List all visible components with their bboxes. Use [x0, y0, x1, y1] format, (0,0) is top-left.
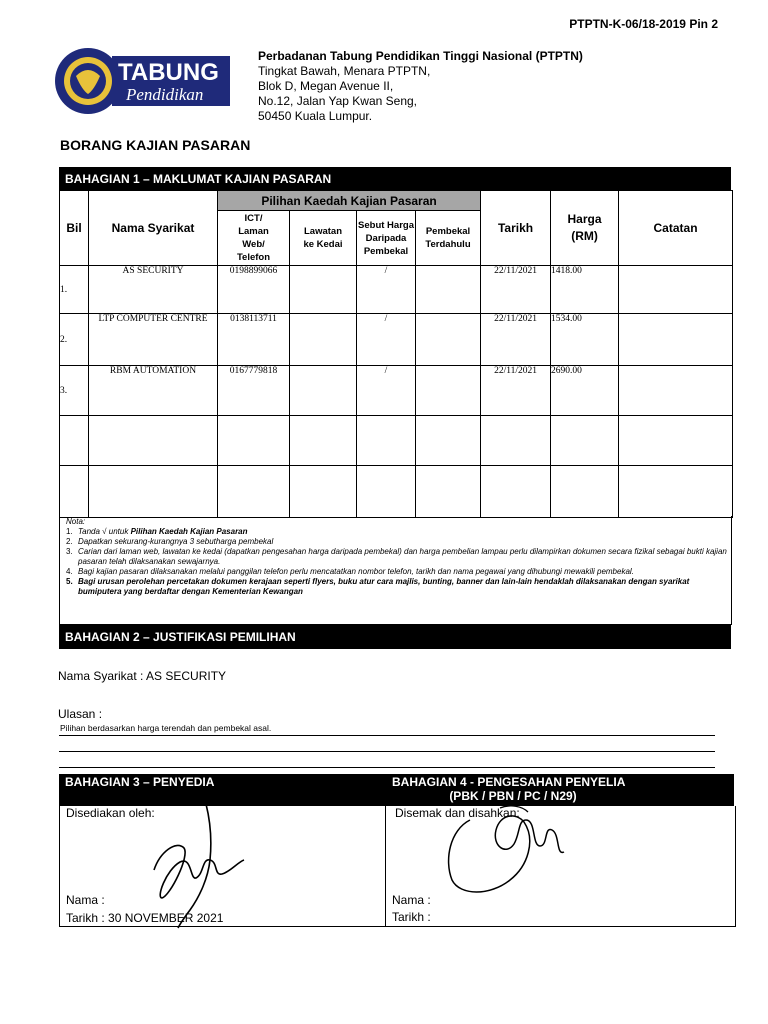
note-item: 5. Bagi urusan perolehan percetakan dokumen kerajaan seperti flyers, buku atur cara majlis, bunting, banner dan lain-lain hendaklah dilaksanakan dengan syarikat bumiputera yang berdaftar dengan Kementerian Kewangan [66, 577, 690, 596]
table-row-empty [60, 466, 733, 518]
row-harga: 1418.00 [551, 266, 619, 314]
preparer-signature [140, 800, 260, 930]
table-row [60, 366, 733, 416]
row-bil: 3. [60, 366, 89, 416]
col-bil-header: Bil [60, 191, 89, 266]
notes-title: Nota: [66, 517, 86, 526]
row-tarikh: 22/11/2021 [481, 314, 551, 366]
section4-header: BAHAGIAN 4 - PENGESAHAN PENYELIA (PBK / PBN / PC / N29) [386, 774, 734, 806]
row-catatan [619, 314, 733, 366]
col-catatan-header: Catatan [619, 191, 733, 266]
row-nama: LTP COMPUTER CENTRE [89, 314, 218, 366]
row-lawatan [290, 366, 357, 416]
address-line: No.12, Jalan Yap Kwan Seng, [258, 94, 417, 108]
row-lawatan [290, 314, 357, 366]
row-ict: 0198899066 [218, 266, 290, 314]
address-line: Tingkat Bawah, Menara PTPTN, [258, 64, 431, 78]
address-line: 50450 Kuala Lumpur. [258, 109, 373, 123]
ulasan-line [59, 767, 715, 768]
row-bil: 2. [60, 314, 89, 366]
note-item: 1. Tanda √ untuk Pilihan Kaedah Kajian Pasaran [66, 527, 248, 536]
row-lawatan [290, 266, 357, 314]
section1-header: BAHAGIAN 1 – MAKLUMAT KAJIAN PASARAN [59, 167, 731, 190]
row-tarikh: 22/11/2021 [481, 266, 551, 314]
method-group-header: Pilihan Kaedah Kajian Pasaran [218, 191, 481, 211]
row-nama: RBM AUTOMATION [89, 366, 218, 416]
row-sebut: / [357, 266, 416, 314]
address-line: Blok D, Megan Avenue II, [258, 79, 394, 93]
row-bil: 1. [60, 266, 89, 314]
col-harga-header: Harga (RM) [551, 191, 619, 266]
form-title: BORANG KAJIAN PASARAN [60, 137, 251, 153]
ulasan-text: Pilihan berdasarkan harga terendah dan pembekal asal. [60, 723, 272, 733]
section3-header: BAHAGIAN 3 – PENYEDIA [59, 774, 386, 806]
row-pembekal [416, 314, 481, 366]
svg-text:Pendidikan: Pendidikan [126, 85, 204, 104]
row-sebut: / [357, 366, 416, 416]
notes-box [59, 516, 732, 625]
col-sebut-header: Sebut Harga Daripada Pembekal [357, 211, 416, 266]
ptptn-logo [54, 46, 230, 116]
col-ict-header: ICT/ Laman Web/ Telefon [218, 211, 290, 266]
table-row [60, 314, 733, 366]
selected-company: Nama Syarikat : AS SECURITY [58, 669, 227, 683]
row-pembekal [416, 366, 481, 416]
row-pembekal [416, 266, 481, 314]
note-item: 3. Carian dari laman web, lawatan ke kedai (dapatkan pengesahan harga daripada pembekal) dan harga pembelian lampau perlu dilampirkan dokumen secara fizikal sebagai bukti kajian pasaran telah dilaksanakan sewajarnya. [66, 547, 727, 566]
preparer-date-label: Tarikh : 30 NOVEMBER 2021 [66, 911, 224, 925]
table-row-empty [60, 416, 733, 466]
section2-header: BAHAGIAN 2 – JUSTIFIKASI PEMILIHAN [59, 625, 731, 649]
table-row [60, 266, 733, 314]
document-code: PTPTN-K-06/18-2019 Pin 2 [569, 17, 718, 31]
row-catatan [619, 366, 733, 416]
preparer-name-label: Nama : [66, 893, 105, 907]
preparer-date-value: 30 NOVEMBER 2021 [108, 911, 224, 925]
note-item: 2. Dapatkan sekurang-kurangnya 3 sebutharga pembekal [66, 537, 274, 546]
market-survey-table [59, 190, 733, 518]
organization-info [258, 49, 583, 124]
supervisor-date-label: Tarikh : [392, 910, 431, 924]
row-sebut: / [357, 314, 416, 366]
svg-text:TABUNG: TABUNG [118, 59, 219, 86]
col-nama-header: Nama Syarikat [89, 191, 218, 266]
row-ict: 0138113711 [218, 314, 290, 366]
ulasan-label: Ulasan : [58, 707, 103, 721]
ulasan-line [59, 735, 715, 736]
note-item: 4. Bagi kajian pasaran dilaksanakan melalui panggilan telefon perlu mencatatkan nombor telefon, tarikh dan nama pegawai yang dihubungi mewakili pembekal. [66, 567, 634, 576]
disediakan-label: Disediakan oleh: [66, 806, 155, 820]
col-tarikh-header: Tarikh [481, 191, 551, 266]
organization-name: Perbadanan Tabung Pendidikan Tinggi Nasional (PTPTN) [258, 49, 583, 63]
row-tarikh: 22/11/2021 [481, 366, 551, 416]
row-harga: 1534.00 [551, 314, 619, 366]
supervisor-signature [440, 800, 580, 900]
disemak-label: Disemak dan disahkan: [395, 806, 520, 820]
row-catatan [619, 266, 733, 314]
col-pembekal-header: Pembekal Terdahulu [416, 211, 481, 266]
row-ict: 0167779818 [218, 366, 290, 416]
col-lawatan-header: Lawatan ke Kedai [290, 211, 357, 266]
row-nama: AS SECURITY [89, 266, 218, 314]
supervisor-name-label: Nama : [392, 893, 431, 907]
ulasan-line [59, 751, 715, 752]
row-harga: 2690.00 [551, 366, 619, 416]
